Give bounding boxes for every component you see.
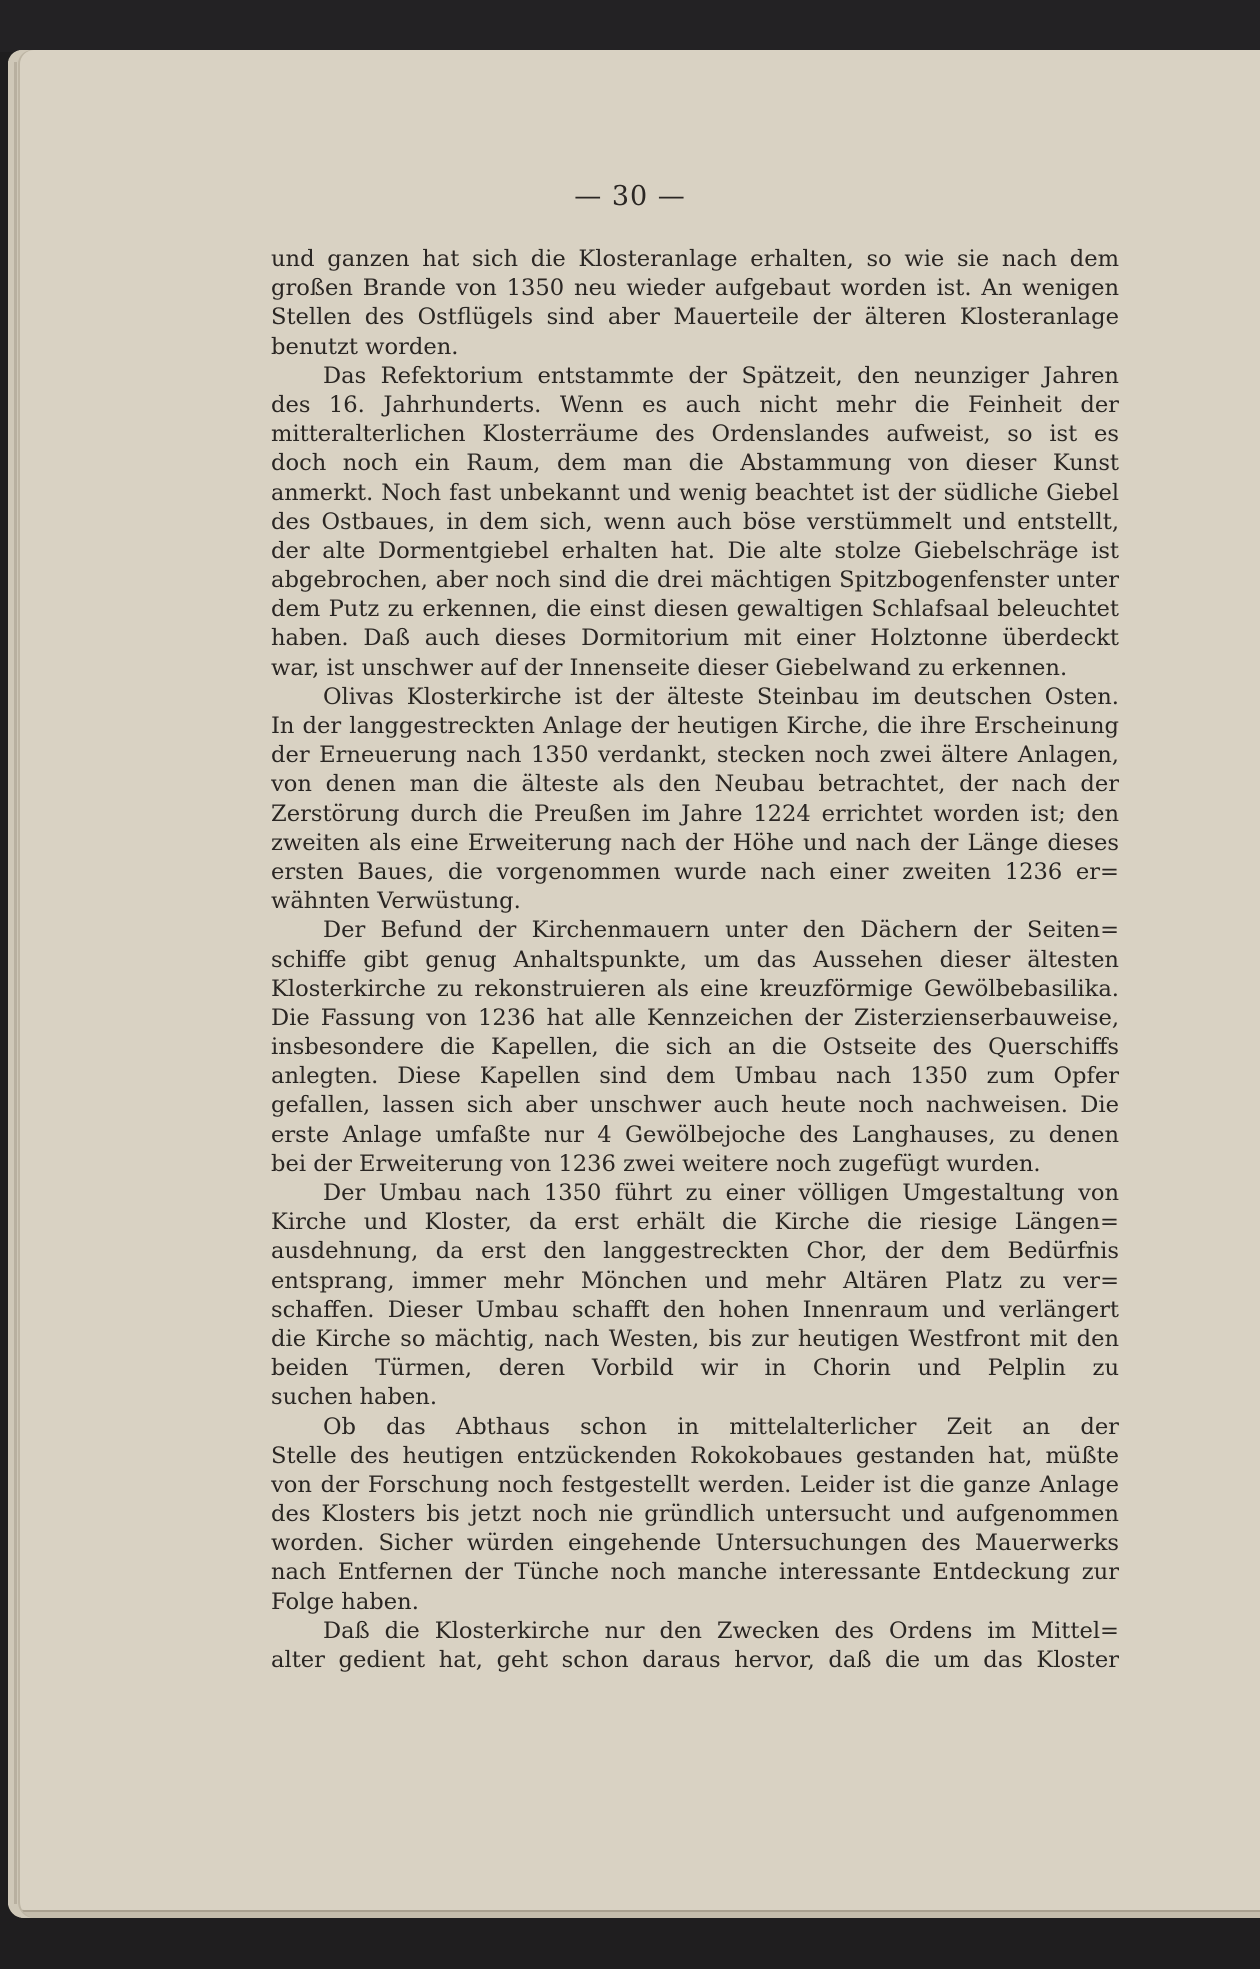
text-line: Der Befund der Kirchenmauern unter den Dächern der Seiten= [323,917,1119,944]
text-line: nach Entfernen der Tünche noch manche interessante Entdeckung zur [271,1559,1119,1586]
text-line: großen Brande von 1350 neu wieder aufgebaut worden ist. An wenigen [271,275,1119,302]
text-line: suchen haben. [271,1384,438,1411]
text-line: Die Fassung von 1236 hat alle Kennzeichen der Zisterzienserbauweise, [271,1004,1119,1031]
text-line: bei der Erweiterung von 1236 zwei weitere noch zugefügt wurden. [271,1150,1041,1177]
text-line: ausdehnung, da erst den langgestreckten Chor, der dem Bedürfnis [271,1238,1119,1265]
text-line: des Klosters bis jetzt noch nie gründlich untersucht und aufgenommen [271,1501,1119,1528]
text-line: mitteralterlichen Klosterräume des Ordenslandes aufweist, so ist es [271,421,1119,448]
scan-background [0,0,1260,52]
text-line: und ganzen hat sich die Klosteranlage erhalten, so wie sie nach dem [271,246,1119,272]
text-line: war, ist unschwer auf der Innenseite dieser Giebelwand zu erkennen. [271,654,1068,681]
text-line: abgebrochen, aber noch sind die drei mächtigen Spitzbogenfenster unter [271,567,1119,594]
text-line: anlegten. Diese Kapellen sind dem Umbau nach 1350 zum Opfer [271,1063,1119,1090]
text-line: Der Umbau nach 1350 führt zu einer völligen Umgestaltung von [323,1180,1119,1206]
text-line: Stelle des heutigen entzückenden Rokokobaues gestanden hat, müßte [271,1442,1119,1469]
page-number: — 30 — [574,181,686,212]
text-line: der alte Dormentgiebel erhalten hat. Die alte stolze Giebelschräge ist [271,537,1119,564]
text-line: Ob das Abthaus schon in mittelalterlicher Zeit an der [323,1413,1119,1440]
text-line: zweiten als eine Erweiterung nach der Höhe und nach der Länge dieses [271,829,1119,856]
text-line: des 16. Jahrhunderts. Wenn es auch nicht mehr die Feinheit der [271,391,1119,418]
text-line: ersten Baues, die vorgenommen wurde nach einer zweiten 1236 er= [271,858,1119,885]
text-line: gefallen, lassen sich aber unschwer auch heute noch nachweisen. Die [271,1092,1119,1119]
text-line: haben. Daß auch dieses Dormitorium mit einer Holztonne überdeckt [271,625,1119,652]
text-line: von denen man die älteste als den Neubau betrachtet, der nach der [271,771,1119,798]
text-line: erste Anlage umfaßte nur 4 Gewölbejoche des Langhauses, zu denen [271,1121,1119,1148]
text-line: des Ostbaues, in dem sich, wenn auch böse verstümmelt und entstellt, [271,508,1119,535]
text-line: die Kirche so mächtig, nach Westen, bis zur heutigen Westfront mit den [271,1325,1119,1352]
text-line: doch noch ein Raum, dem man die Abstammung von dieser Kunst [271,450,1119,477]
text-line: insbesondere die Kapellen, die sich an die Ostseite des Querschiffs [271,1034,1119,1061]
text-line: Stellen des Ostflügels sind aber Mauerteile der älteren Klosteranlage [271,304,1119,331]
text-line: Folge haben. [271,1588,419,1615]
text-line: der Erneuerung nach 1350 verdankt, stecken noch zwei ältere Anlagen, [271,742,1119,769]
text-line: anmerkt. Noch fast unbekannt und wenig beachtet ist der südliche Giebel [271,479,1119,506]
text-line: Olivas Klosterkirche ist der älteste Steinbau im deutschen Osten. [323,683,1119,710]
text-line: dem Putz zu erkennen, die einst diesen gewaltigen Schlafsaal beleuchtet [271,596,1119,623]
text-line: Das Refektorium entstammte der Spätzeit, den neunziger Jahren [323,362,1119,389]
text-line: worden. Sicher würden eingehende Untersuchungen des Mauerwerks [271,1530,1119,1557]
text-line: schaffen. Dieser Umbau schafft den hohen Innenraum und verlängert [271,1296,1119,1323]
page-edge [14,62,17,1904]
text-line: Zerstörung durch die Preußen im Jahre 1224 errichtet worden ist; den [271,800,1119,827]
text-line: Daß die Klosterkirche nur den Zwecken des Ordens im Mittel= [323,1617,1119,1644]
text-line: Kirche und Kloster, da erst erhält die Kirche die riesige Längen= [271,1209,1119,1236]
text-line: alter gedient hat, geht schon daraus hervor, daß die um das Kloster [271,1647,1119,1673]
text-line: schiffe gibt genug Anhaltspunkte, um das Aussehen dieser ältesten [271,946,1119,973]
text-line: In der langgestreckten Anlage der heutigen Kirche, die ihre Erscheinung [271,713,1119,739]
text-line: wähnten Verwüstung. [271,888,521,915]
text-line: von der Forschung noch festgestellt werden. Leider ist die ganze Anlage [271,1471,1119,1498]
text-line: benutzt worden. [271,333,459,360]
text-line: beiden Türmen, deren Vorbild wir in Chorin und Pelplin zu [271,1355,1119,1382]
body-text [271,245,1119,1675]
text-line: entsprang, immer mehr Mönchen und mehr Altären Platz zu ver= [271,1267,1119,1294]
text-line: Klosterkirche zu rekonstruieren als eine kreuzförmige Gewölbebasilika. [271,975,1119,1002]
